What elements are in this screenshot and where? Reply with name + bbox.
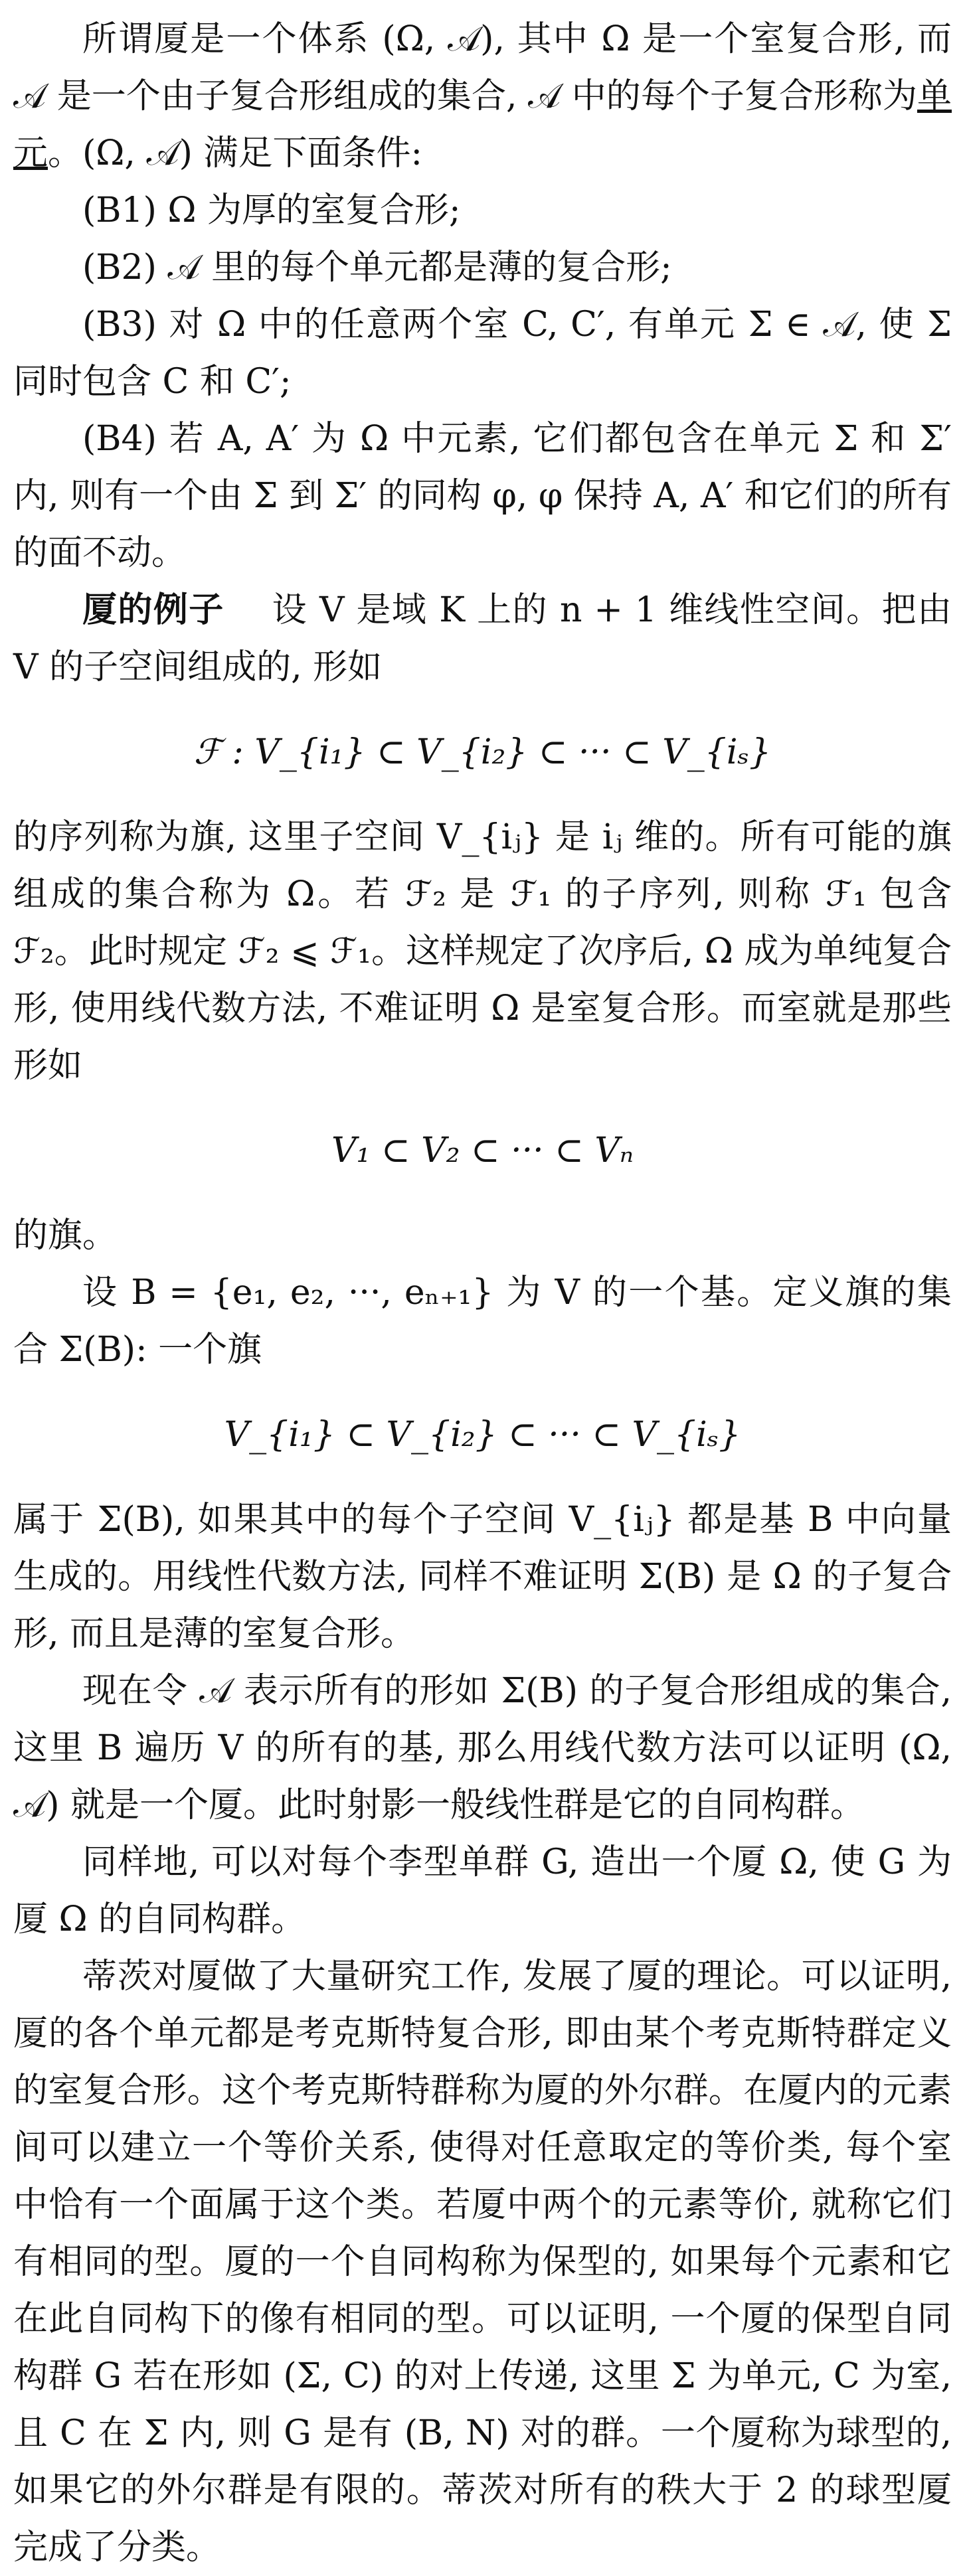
- paragraph-flag-tail: 的旗。: [13, 1216, 118, 1255]
- paragraph-tits: 蒂茨对厦做了大量研究工作, 发展了厦的理论。可以证明, 厦的各个单元都是考克斯特复合形, 即由某个考克斯特群定义的室复合形。这个考克斯特群称为厦的外尔群。在厦内的元素间可以建立一个等价关系, 使得对任意取定的等价类, 每个室中恰有一个面属于这个类。若厦中两个的元素等价, 就称它们有相同的型。厦的一个自同构称为保型的, 如果每个元素和它在此自同构下的像有相同的型。可以证明, 一个厦的保型自同构群 G 若在形如 (Σ, C) 的对上传递, 这里 Σ 为单元, C 为室, 且 C 在 Σ 内, 则 G 是有 (B, N) 对的群。一个厦称为球型的, 如果它的外尔群是有限的。蒂茨对所有的秩大于 2 的球型厦完成了分类。: [13, 1957, 952, 2567]
- paragraph-similarly: 同样地, 可以对每个李型单群 G, 造出一个厦 Ω, 使 G 为厦 Ω 的自同构群。: [13, 1842, 952, 1939]
- formula-chamber: V₁ ⊂ V₂ ⊂ ··· ⊂ Vₙ: [331, 1131, 634, 1170]
- condition-b1: (B1) Ω 为厚的室复合形;: [82, 191, 461, 230]
- formula-flag: ℱ : V_{i₁} ⊂ V_{i₂} ⊂ ··· ⊂ V_{iₛ}: [193, 732, 772, 772]
- condition-b4: (B4) 若 A, A′ 为 Ω 中元素, 它们都包含在单元 Σ 和 Σ′ 内, 则有一个由 Σ 到 Σ′ 的同构 φ, φ 保持 A, A′ 和它们的所有的面不动。: [13, 419, 952, 573]
- paragraph-now-let: 现在令 𝒜 表示所有的形如 Σ(B) 的子复合形组成的集合, 这里 B 遍历 V 的所有的基, 那么用线代数方法可以证明 (Ω, 𝒜) 就是一个厦。此时射影一般线性群是它的自同构群。: [13, 1671, 952, 1825]
- intro-text: 所谓厦是一个体系 (Ω, 𝒜), 其中 Ω 是一个室复合形, 而 𝒜 是一个由子复合形组成的集合, 𝒜 中的每个子复合形称为: [13, 19, 952, 116]
- paragraph-belongs: 属于 Σ(B), 如果其中的每个子空间 V_{iⱼ} 都是基 B 中向量生成的。用线性代数方法, 同样不难证明 Σ(B) 是 Ω 的子复合形, 而且是薄的室复合形。: [13, 1500, 952, 1654]
- condition-b3: (B3) 对 Ω 中的任意两个室 C, C′, 有单元 Σ ∈ 𝒜, 使 Σ 同时包含 C 和 C′;: [13, 305, 952, 402]
- condition-b2: (B2) 𝒜 里的每个单元都是薄的复合形;: [82, 248, 672, 287]
- intro-tail: 。(Ω, 𝒜) 满足下面条件:: [48, 133, 423, 173]
- paragraph-flag-definition: 的序列称为旗, 这里子空间 V_{iⱼ} 是 iⱼ 维的。所有可能的旗组成的集合称为 Ω。若 ℱ₂ 是 ℱ₁ 的子序列, 则称 ℱ₁ 包含 ℱ₂。此时规定 ℱ₂ ⩽ ℱ₁。这样规定了次序后, Ω 成为单纯复合形, 使用线代数方法, 不难证明 Ω 是室复合形。而室就是那些形如: [13, 817, 952, 1086]
- example-text: 设 V 是域 K 上的 n + 1 维线性空间。把由 V 的子空间组成的, 形如: [13, 590, 952, 687]
- paragraph-example: [13, 582, 952, 696]
- example-heading: 厦的例子: [82, 590, 224, 630]
- intro-term: 单元: [13, 76, 952, 173]
- paragraph-intro: [13, 11, 952, 182]
- paragraph-basis: 设 B = {e₁, e₂, ···, eₙ₊₁} 为 V 的一个基。定义旗的集合 Σ(B): 一个旗: [13, 1273, 952, 1370]
- formula-sigma-flag: V_{i₁} ⊂ V_{i₂} ⊂ ··· ⊂ V_{iₛ}: [224, 1415, 741, 1455]
